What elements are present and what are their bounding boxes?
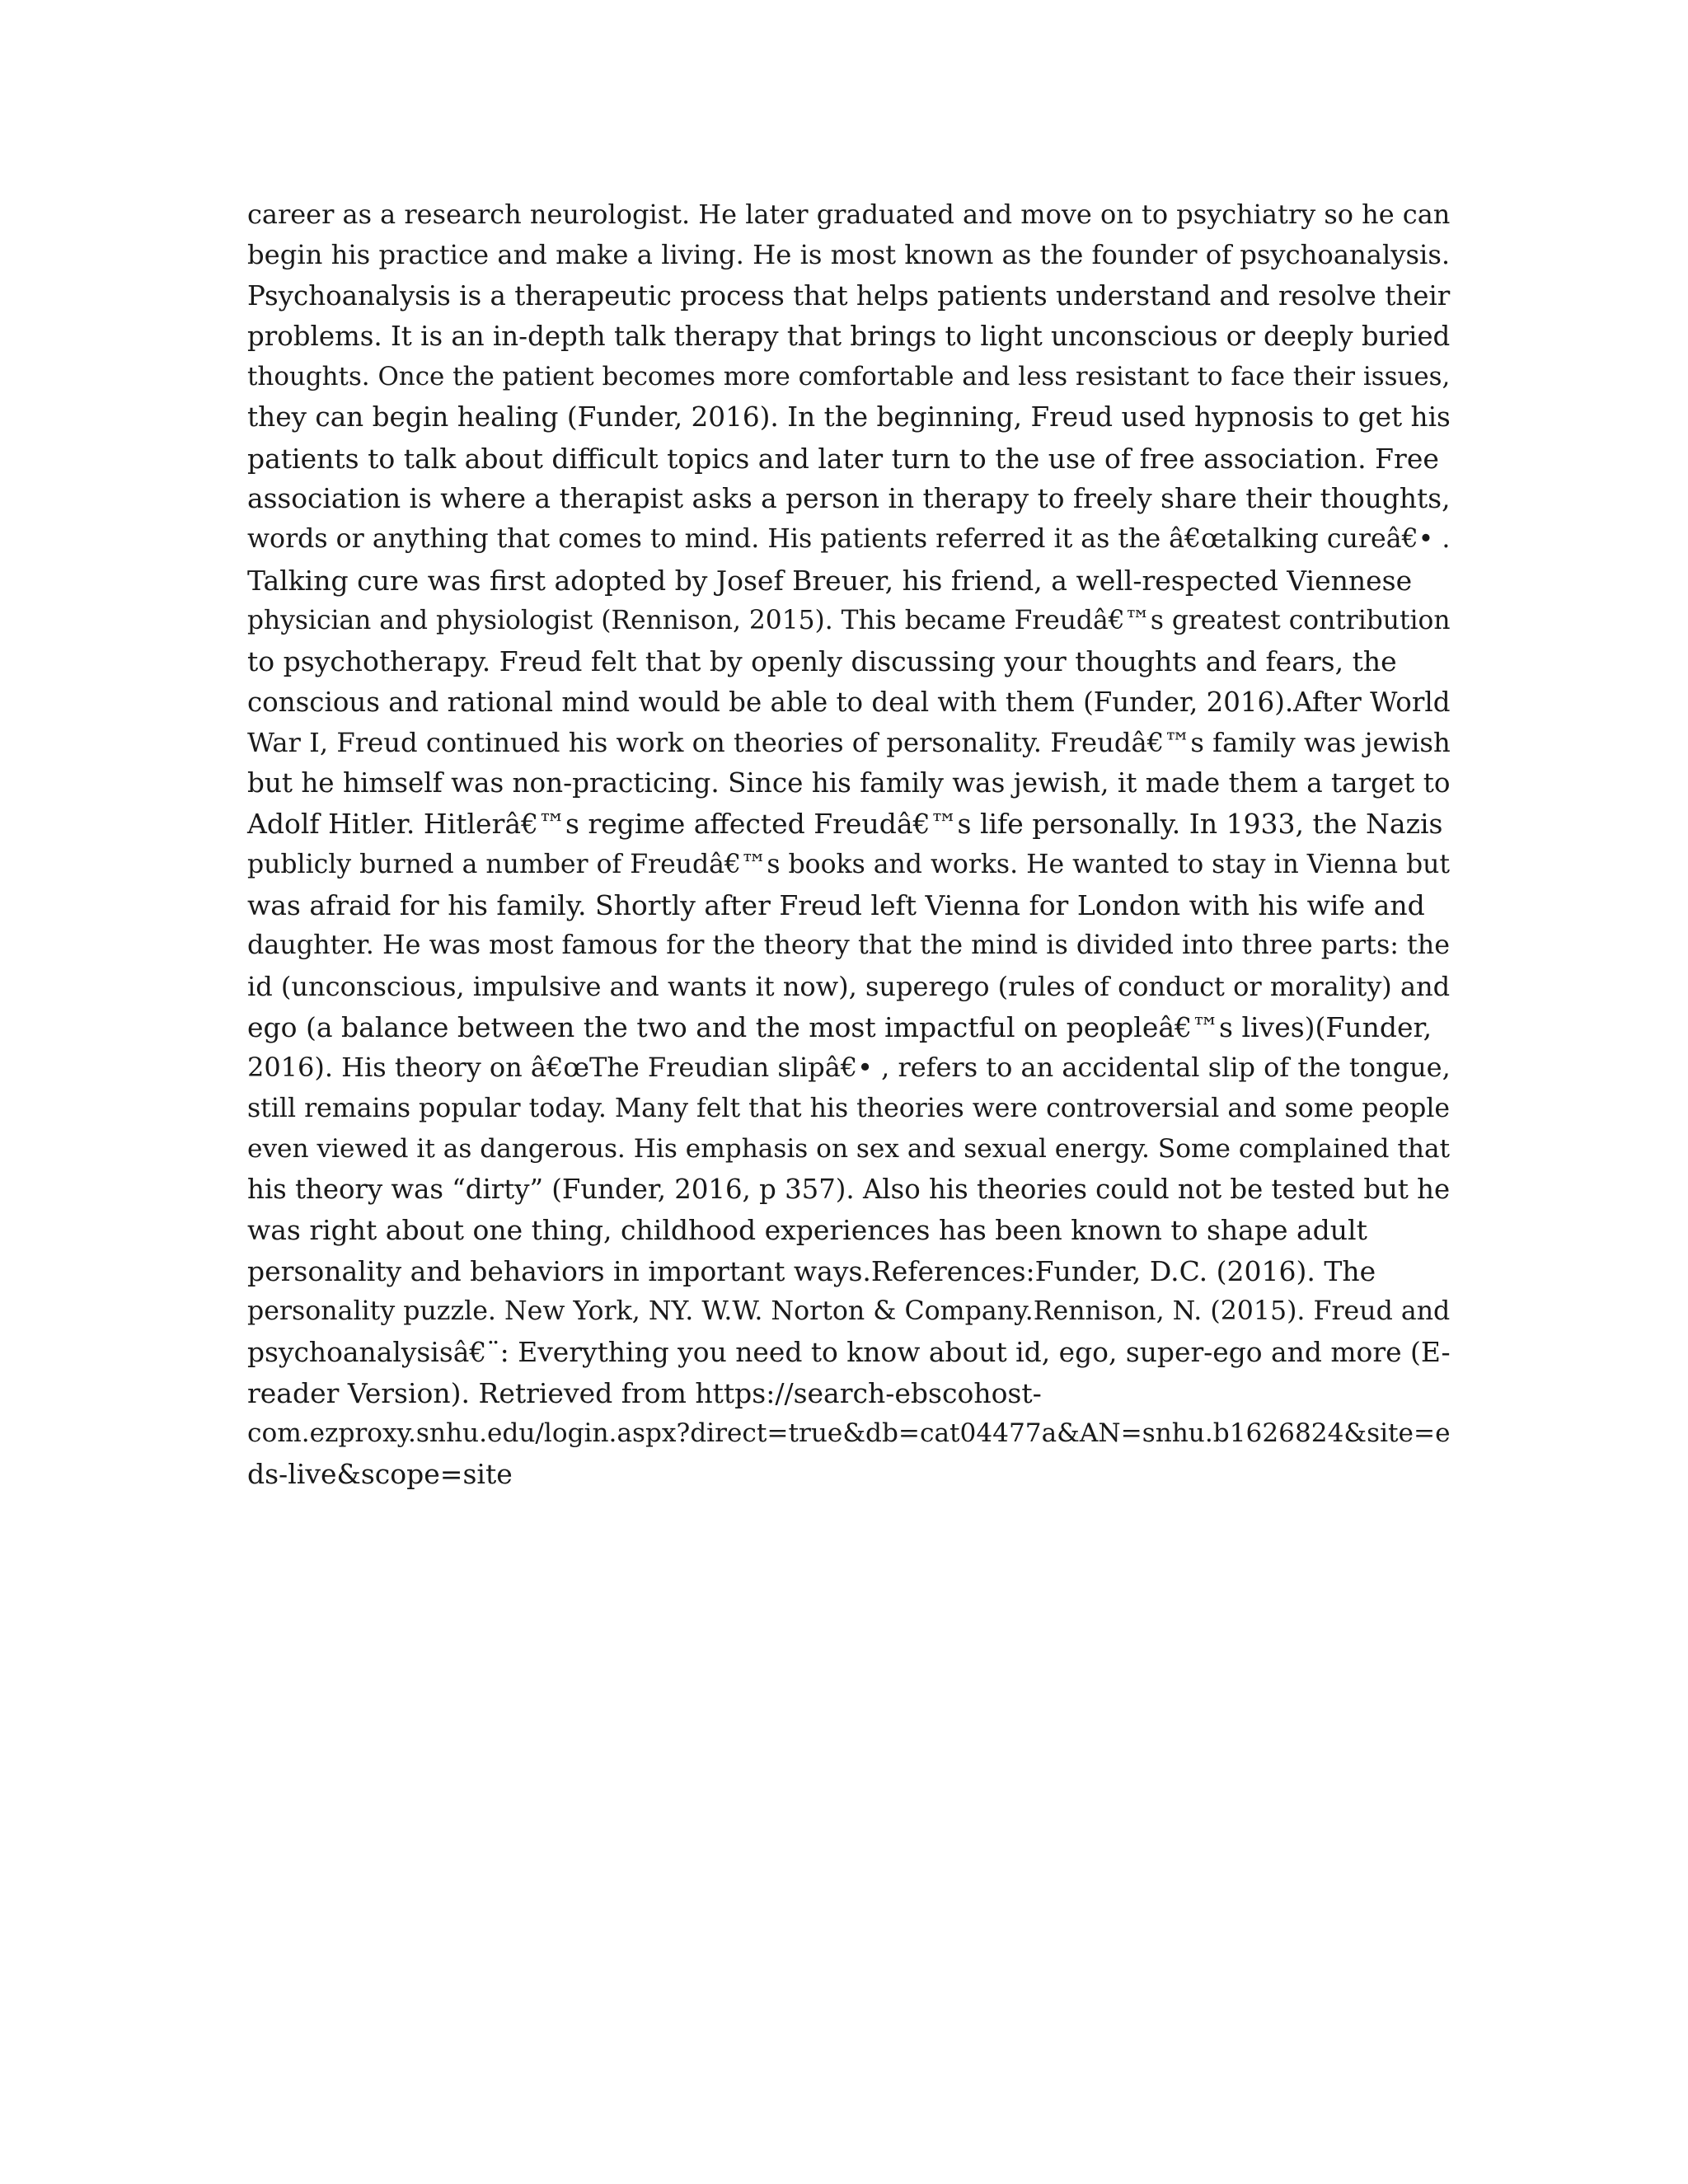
text-line: ego (a balance between the two and the most impactful on peopleâ€™s lives)(Funder, <box>247 1010 1432 1043</box>
text-line: patients to talk about difficult topics and later turn to the use of free association. Free <box>247 442 1439 475</box>
text-line: id (unconscious, impulsive and wants it now), superego (rules of conduct or morality) and <box>247 970 1451 1002</box>
text-line: they can begin healing (Funder, 2016). In the beginning, Freud used hypnosis to get his <box>247 401 1451 434</box>
text-line: still remains popular today. Many felt that his theories were controversial and some people <box>247 1093 1451 1123</box>
text-line: Psychoanalysis is a therapeutic process that helps patients understand and resolve their <box>247 279 1451 312</box>
text-line: was afraid for his family. Shortly after Freud left Vienna for London with his wife and <box>247 889 1425 922</box>
text-line: War I, Freud continued his work on theories of personality. Freudâ€™s family was jewish <box>247 726 1451 758</box>
text-line: begin his practice and make a living. He is most known as the founder of psychoanalysis. <box>247 239 1451 271</box>
text-line: Talking cure was first adopted by Josef Breuer, his friend, a well-respected Viennese <box>247 564 1413 597</box>
reference-url-line: ds-live&scope=site <box>247 1458 513 1491</box>
text-line: reader Version). Retrieved from https://search-ebscohost- <box>247 1376 1042 1409</box>
text-line: daughter. He was most famous for the theory that the mind is divided into three parts: the <box>247 930 1451 961</box>
text-line: his theory was “dirty” (Funder, 2016, p 357). Also his theories could not be tested but he <box>247 1174 1451 1206</box>
text-line: association is where a therapist asks a person in therapy to freely share their thoughts, <box>247 483 1451 515</box>
text-line: was right about one thing, childhood experiences has been known to shape adult <box>247 1214 1367 1247</box>
text-line: publicly burned a number of Freudâ€™s books and works. He wanted to stay in Vienna but <box>247 849 1451 879</box>
text-line: but he himself was non-practicing. Since his family was jewish, it made them a target to <box>247 767 1451 799</box>
text-line: physician and physiologist (Rennison, 2015). This became Freudâ€™s greatest contribution <box>247 605 1451 635</box>
text-line: conscious and rational mind would be able to deal with them (Funder, 2016).After World <box>247 686 1451 718</box>
text-line: problems. It is an in-depth talk therapy that brings to light unconscious or deeply buried <box>247 320 1451 352</box>
body-text <box>247 194 1451 1495</box>
text-line: thoughts. Once the patient becomes more comfortable and less resistant to face their issues, <box>247 362 1451 392</box>
text-line: career as a research neurologist. He later graduated and move on to psychiatry so he can <box>247 199 1451 230</box>
text-line: personality puzzle. New York, NY. W.W. Norton & Company.Rennison, N. (2015). Freud and <box>247 1296 1451 1327</box>
text-line: Adolf Hitler. Hitlerâ€™s regime affected Freudâ€™s life personally. In 1933, the Nazis <box>247 808 1443 841</box>
text-line: to psychotherapy. Freud felt that by openly discussing your thoughts and fears, the <box>247 645 1397 678</box>
reference-url-line: com.ezproxy.snhu.edu/login.aspx?direct=true&db=cat04477a&AN=snhu.b1626824&site=e <box>247 1418 1451 1448</box>
text-line: psychoanalysisâ€¨: Everything you need to know about id, ego, super-ego and more (E- <box>247 1336 1451 1369</box>
text-line: 2016). His theory on â€œThe Freudian slipâ€• , refers to an accidental slip of the tongue, <box>247 1052 1451 1084</box>
text-line: personality and behaviors in important ways.References:Funder, D.C. (2016). The <box>247 1254 1376 1287</box>
text-line: words or anything that comes to mind. His patients referred it as the â€œtalking cureâ€• . <box>247 524 1451 555</box>
text-line: even viewed it as dangerous. His emphasis on sex and sexual energy. Some complained that <box>247 1133 1451 1164</box>
